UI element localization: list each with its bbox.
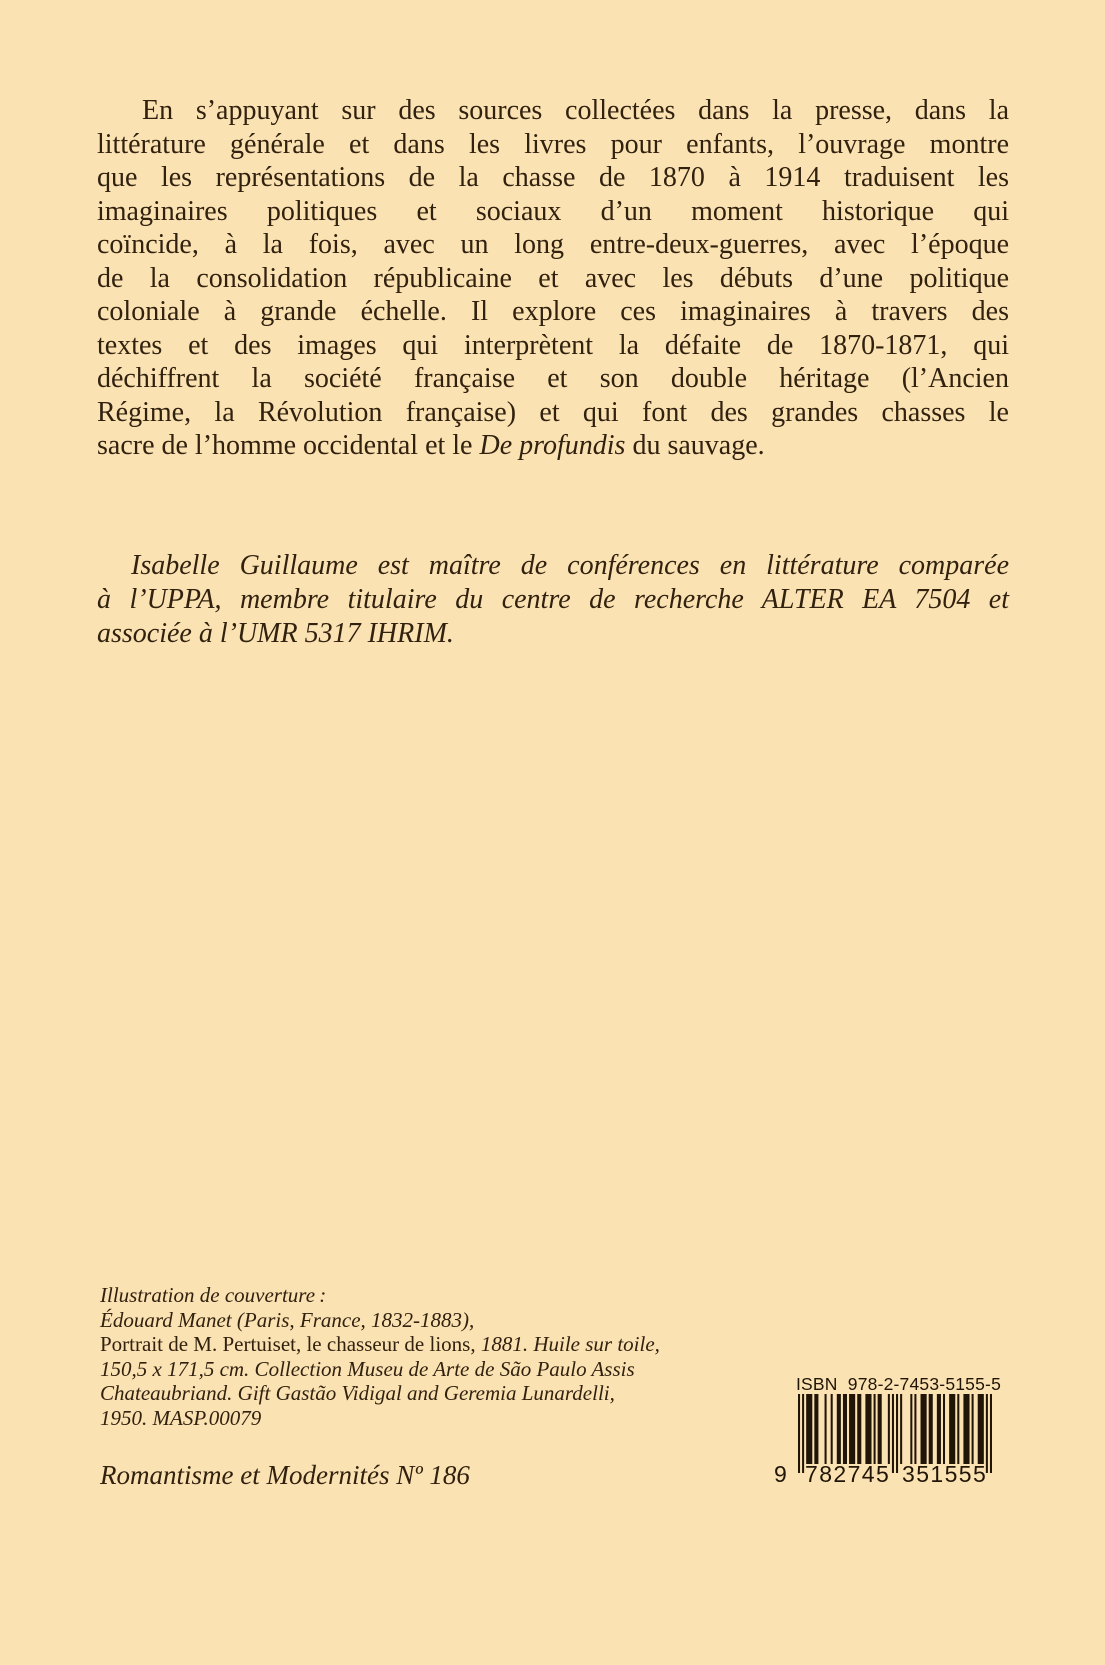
text-line: coloniale à grande échelle. Il explore ces imaginaires à travers des (97, 296, 1009, 327)
text-line: à l’UPPA, membre titulaire du centre de recherche ALTER EA 7504 et (97, 583, 1009, 615)
text-line: de la consolidation républicaine et avec les débuts d’une politique (97, 262, 1009, 294)
ean-right-group: 351555 (902, 1461, 988, 1487)
text-line: déchiffrent la société française et son double héritage (l’Ancien (97, 363, 1009, 394)
text-line: que les représentations de la chasse de 1870 à 1914 traduisent les (97, 162, 1009, 193)
back-cover-blurb (97, 94, 1009, 463)
text-line: 150,5 x 171,5 cm. Collection Museu de Arte de São Paulo Assis (100, 1356, 635, 1381)
text-line: Édouard Manet (Paris, France, 1832-1883), (100, 1307, 475, 1332)
text-line: littérature générale et dans les livres pour enfants, l’ouvrage montre (97, 128, 1009, 160)
isbn-number: ISBN 978-2-7453-5155-5 (796, 1374, 1002, 1394)
cover-illustration-credits (100, 1283, 740, 1431)
ean-first-digit: 9 (774, 1461, 787, 1487)
text-line: En s’appuyant sur des sources collectées dans la presse, dans la (142, 95, 1009, 126)
text-line: Portrait de M. Pertuiset, le chasseur de lions, 1881. Huile sur toile, (100, 1332, 660, 1357)
ean-left-group: 782745 (805, 1461, 891, 1487)
isbn-barcode (772, 1375, 1012, 1495)
series-title: Romantisme et Modernités Nº 186 (100, 1460, 470, 1490)
text-line: textes et des images qui interprètent la défaite de 1870-1871, qui (97, 329, 1009, 361)
text-line: coïncide, à la fois, avec un long entre-deux-guerres, avec l’époque (97, 229, 1009, 260)
text-line: Isabelle Guillaume est maître de conférences en littérature comparée (131, 550, 1009, 581)
text-line: Chateaubriand. Gift Gastão Vidigal and Geremia Lunardelli, (100, 1381, 615, 1406)
text-line: 1950. MASP.00079 (100, 1405, 262, 1430)
text-line: associée à l’UMR 5317 IHRIM. (97, 617, 454, 649)
text-line: sacre de l’homme occidental et le De profundis du sauvage. (97, 430, 765, 461)
text-line: Illustration de couverture : (100, 1283, 327, 1307)
ean-digits (772, 1461, 1012, 1489)
author-bio (97, 549, 1009, 650)
text-line: imaginaires politiques et sociaux d’un moment historique qui (97, 195, 1009, 227)
text-line: Régime, la Révolution française) et qui font des grandes chasses le (97, 396, 1009, 428)
